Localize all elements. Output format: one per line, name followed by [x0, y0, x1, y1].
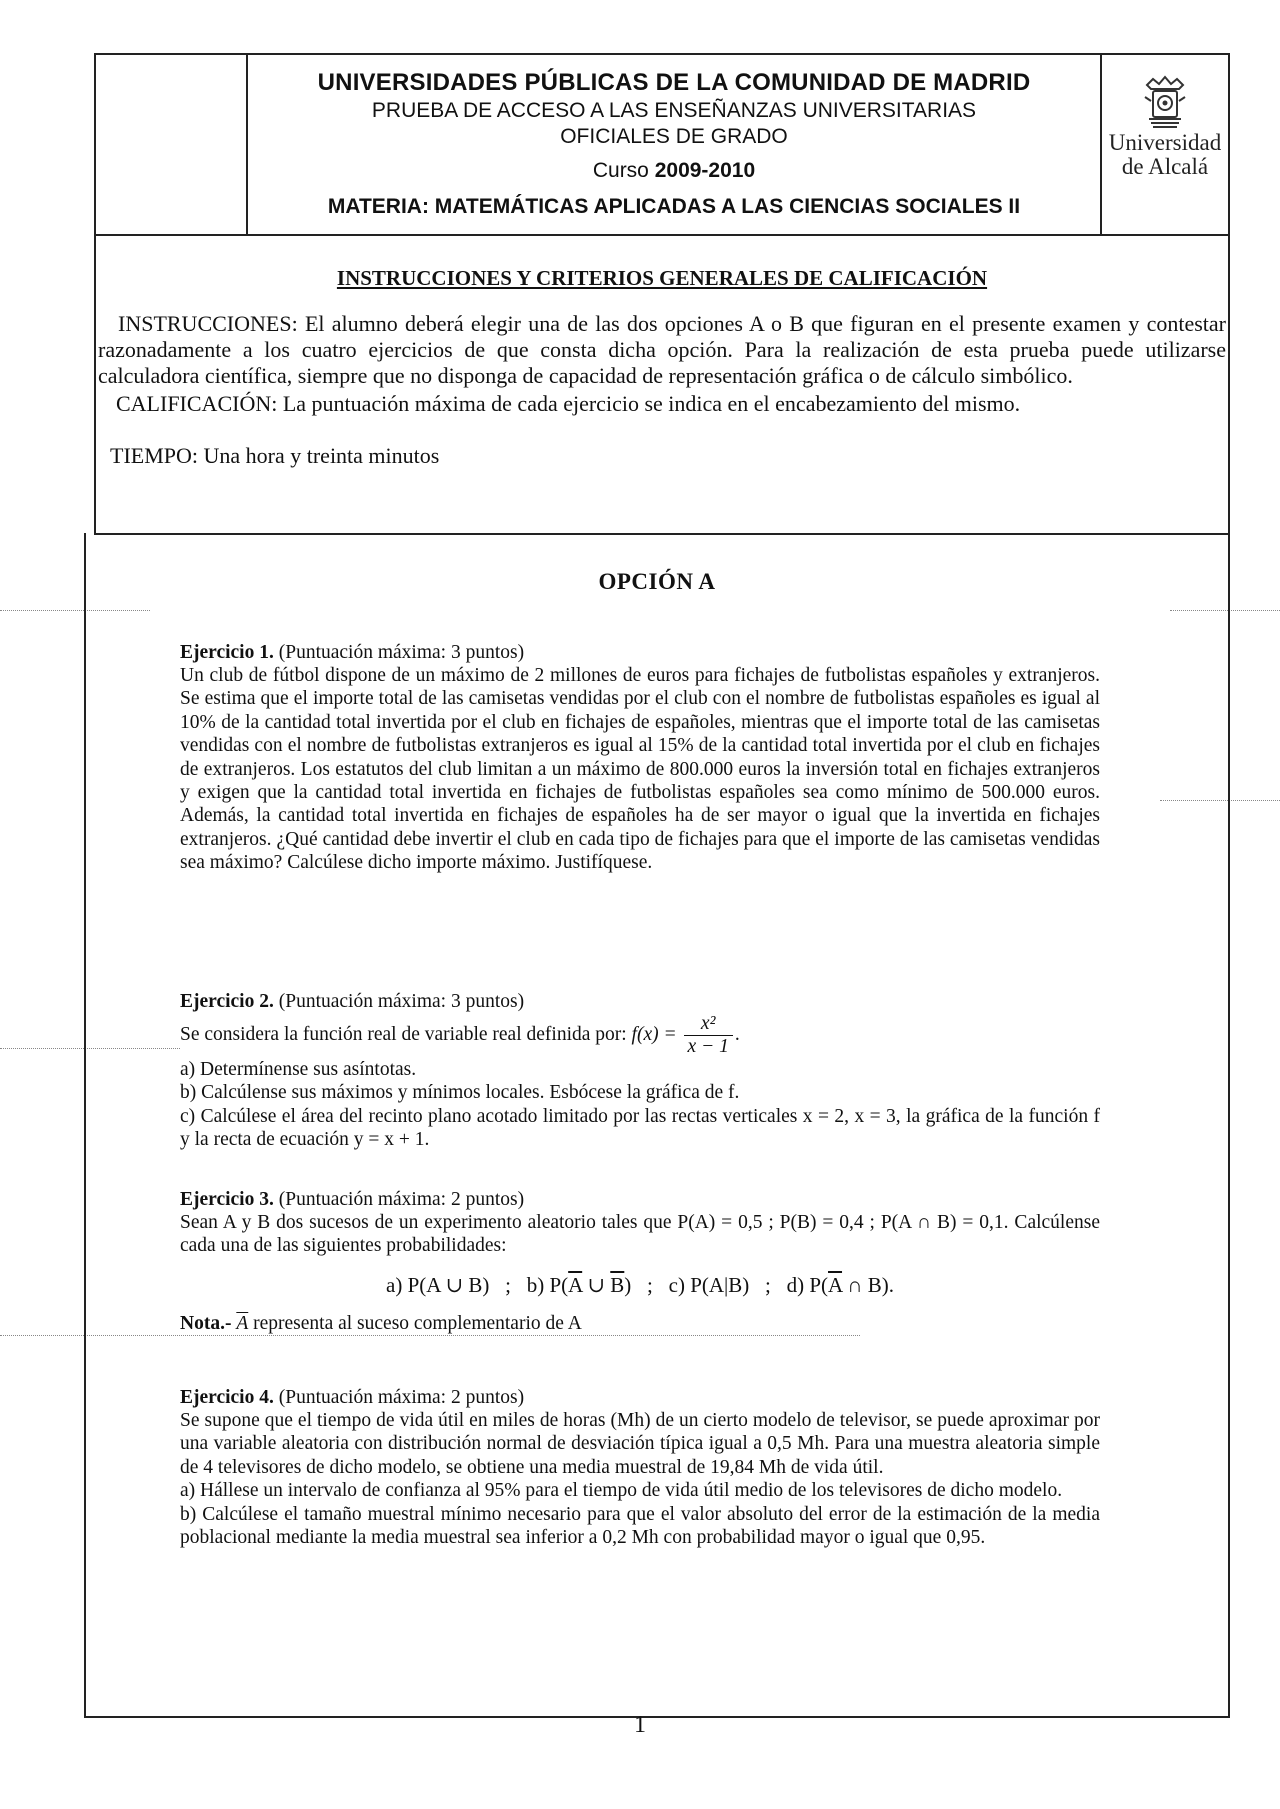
header-left-cell: [96, 55, 248, 234]
note: [180, 1312, 1100, 1335]
part-b: b) Calcúlense sus máximos y mínimos locales. Esbócese la gráfica de f.: [180, 1082, 740, 1104]
instructions-title: INSTRUCCIONES Y CRITERIOS GENERALES DE CALIFICACIÓN: [336, 266, 988, 290]
part-c: c) Calcúlese el área del recinto plano acotado limitado por las rectas verticales x = 2, x = 3, la gráfica de la función f y la recta de ecuación y = x + 1.: [180, 1105, 1100, 1151]
function-definition: [180, 1013, 1100, 1058]
grading-text: CALIFICACIÓN: La puntuación máxima de cada ejercicio se indica en el encabezamiento del mismo.: [116, 391, 1021, 416]
prob-a: a) P(A ∪ B): [386, 1272, 490, 1297]
exercise-label: Ejercicio 2.: [180, 991, 274, 1012]
exercise-1: [180, 641, 1100, 875]
exercise-label: Ejercicio 1.: [180, 642, 274, 663]
note-text: representa al suceso complementario de A: [253, 1312, 582, 1334]
exam-content: [84, 533, 1230, 1718]
fraction-denominator: x − 1: [687, 1036, 729, 1057]
crest-icon: [1139, 75, 1191, 131]
prob-b-a-complement: $\overline{A}$: [568, 1272, 583, 1297]
university-logo: [1102, 75, 1228, 179]
exam-subtitle-2: OFICIALES DE GRADO: [560, 125, 788, 148]
exercise-header: [180, 1386, 1100, 1409]
fraction-numerator: x²: [684, 1013, 733, 1036]
exam-subtitle: PRUEBA DE ACCESO A LAS ENSEÑANZAS UNIVERSITARIAS: [371, 99, 977, 122]
page-number: 1: [634, 1712, 646, 1738]
exercise-text: Sean A y B dos sucesos de un experimento aleatorio tales que P(A) = 0,5 ; P(B) = 0,4 ; P(A ∩ B) = 0,1. Calcúlense cada una de las siguientes probabilidades:: [180, 1212, 1100, 1257]
part-a: a) Hállese un intervalo de confianza al 95% para el tiempo de vida útil medio de los televisores de dicho modelo.: [180, 1480, 1063, 1502]
separator: ;: [505, 1272, 511, 1297]
course-label: Curso: [592, 159, 649, 182]
note-complement-symbol: $\overline{A}$: [236, 1312, 249, 1334]
exercise-text: Un club de fútbol dispone de un máximo de 2 millones de euros para fichajes de futbolistas españoles y extranjeros. Se estima que el importe total de las camisetas vendidas por el club con el nombre de futbolistas españoles es igual al 10% de la cantidad total invertida por el club en fichajes de españoles, mientras que el importe total de las camisetas vendidas con el nombre de futbolistas extranjeros es igual al 15% de la cantidad total invertida por el club en fichajes de extranjeros. Los estatutos del club limitan a un máximo de 800.000 euros la inversión total en fichajes extranjeros y exigen que la cantidad total invertida en fichajes de futbolistas españoles sea como mínimo de 500.000 euros. Además, la cantidad total invertida en fichajes de españoles ha de ser mayor o igual que la invertida en fichajes extranjeros. ¿Qué cantidad debe invertir el club en cada tipo de fichajes para que el importe de las camisetas vendidas sea máximo? Calcúlese dicho importe máximo. Justifíquese.: [180, 665, 1100, 874]
prob-b-union: ∪: [582, 1272, 611, 1297]
exercise-points: (Puntuación máxima: 3 puntos): [278, 991, 525, 1012]
exercise-points: (Puntuación máxima: 3 puntos): [278, 642, 525, 663]
exercise-points: (Puntuación máxima: 2 puntos): [278, 1387, 525, 1408]
separator: ;: [765, 1272, 771, 1297]
exercise-header: [180, 990, 1100, 1013]
course-year: [248, 159, 1100, 183]
probability-list: [180, 1272, 1100, 1298]
function-fraction: [684, 1013, 733, 1058]
exercise-header: [180, 641, 1100, 664]
prob-d: [787, 1273, 894, 1297]
prob-b-post: ): [624, 1272, 632, 1297]
exercise-text: Se supone que el tiempo de vida útil en miles de horas (Mh) de un cierto modelo de televisor, se puede aproximar por una variable aleatoria con distribución normal de desviación típica igual a 0,5 Mh. Para una muestra aleatoria simple de 4 televisores de dicho modelo, se obtiene una media muestral de 19,84 Mh de vida útil.: [180, 1410, 1100, 1478]
exercise-3: [180, 1188, 1100, 1335]
university-title: UNIVERSIDADES PÚBLICAS DE LA COMUNIDAD DE MADRID: [317, 69, 1031, 96]
option-title: OPCIÓN A: [598, 569, 716, 594]
prob-b-pre: b) P(: [526, 1272, 569, 1297]
note-label: Nota.-: [180, 1312, 232, 1334]
exercise-points: (Puntuación máxima: 2 puntos): [278, 1189, 525, 1210]
header-logo-cell: [1100, 55, 1228, 234]
exercise-header: [180, 1188, 1100, 1211]
exercise-label: Ejercicio 4.: [180, 1387, 274, 1408]
exam-header: [94, 53, 1230, 236]
instructions-text: INSTRUCCIONES: El alumno deberá elegir una de las dos opciones A o B que figuran en el presente examen y contestar razonadamente a los cuatro ejercicios de que consta dicha opción. Para la realización de esta prueba puede utilizarse calculadora científica, siempre que no disponga de capacidad de representación gráfica o de cálculo simbólico.: [98, 311, 1226, 388]
function-intro: Se considera la función real de variable real definida por:: [180, 1023, 627, 1045]
prob-d-pre: d) P(: [786, 1272, 829, 1297]
instructions-box: [94, 234, 1230, 535]
prob-b: [527, 1273, 632, 1297]
exercise-label: Ejercicio 3.: [180, 1189, 274, 1210]
part-b: b) Calcúlese el tamaño muestral mínimo necesario para que el valor absoluto del error de la estimación de la media poblacional mediante la media muestral sea inferior a 0,2 Mh con probabilidad mayor o igual que 0,95.: [180, 1503, 1100, 1549]
prob-b-b-complement: $\overline{B}$: [610, 1272, 625, 1297]
prob-d-post: ∩ B).: [842, 1272, 894, 1297]
subject-title: MATERIA: MATEMÁTICAS APLICADAS A LAS CIENCIAS SOCIALES II: [327, 195, 1021, 218]
logo-line1: Universidad: [1108, 130, 1222, 155]
course-value: 2009-2010: [654, 159, 756, 182]
part-a: a) Determínense sus asíntotas.: [180, 1059, 417, 1080]
logo-line2: de Alcalá: [1121, 154, 1209, 179]
function-lhs: f(x) =: [631, 1023, 677, 1045]
exercise-4: [180, 1386, 1100, 1549]
header-title-block: [248, 55, 1100, 234]
separator: ;: [647, 1272, 653, 1297]
exercise-2: [180, 990, 1100, 1152]
prob-c: c) P(A|B): [668, 1272, 750, 1297]
function-end: .: [734, 1023, 740, 1045]
prob-d-a-complement: $\overline{A}$: [828, 1272, 843, 1297]
time-text: TIEMPO: Una hora y treinta minutos: [110, 443, 440, 468]
